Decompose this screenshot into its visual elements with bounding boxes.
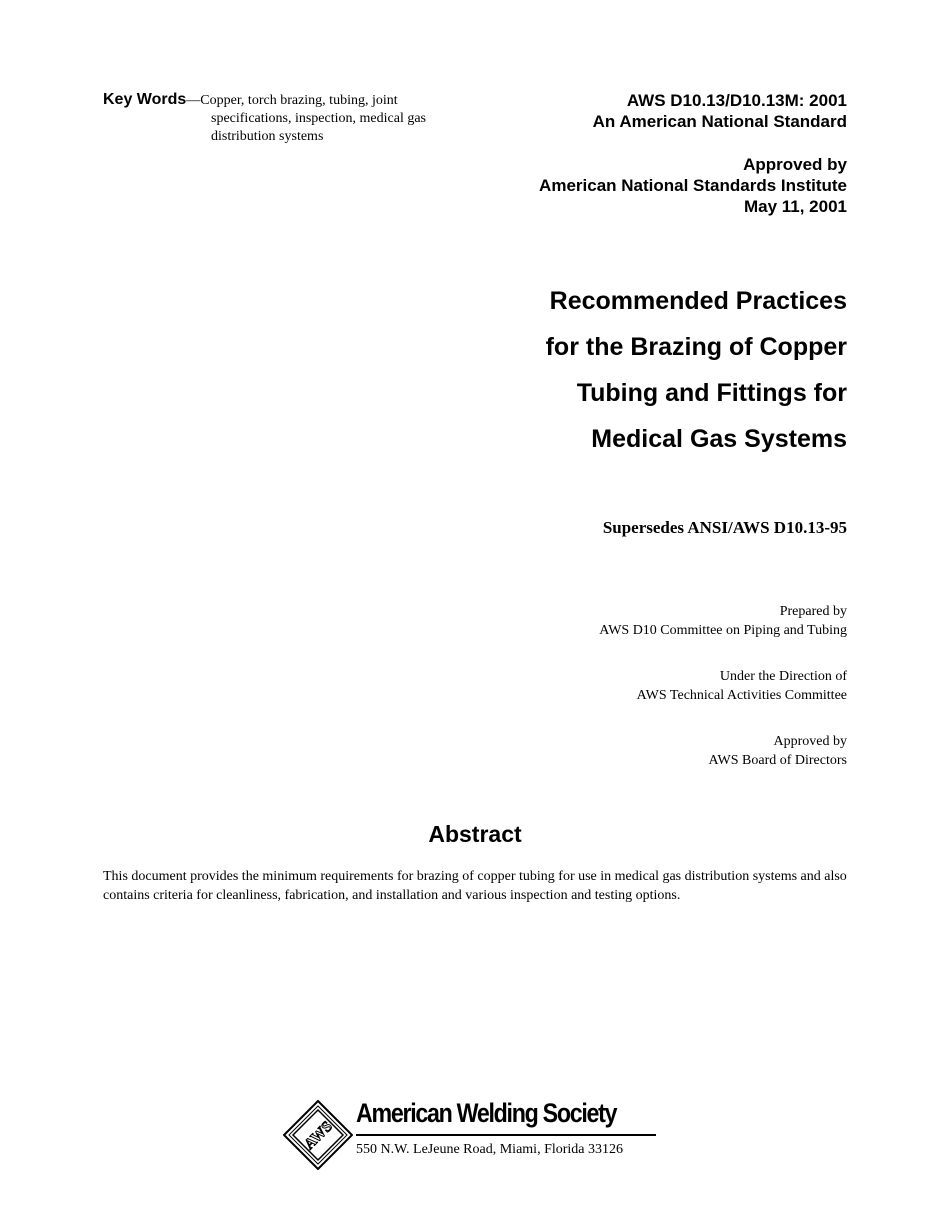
prepared-label: Prepared by	[779, 604, 847, 619]
aws-diamond-logo	[283, 1100, 353, 1170]
standard-number: AWS D10.13/D10.13M: 2001	[626, 91, 847, 110]
society-address: 550 N.W. LeJeune Road, Miami, Florida 33126	[356, 1142, 624, 1157]
title-line-1: Recommended Practices	[549, 287, 847, 315]
board-name: AWS Board of Directors	[708, 753, 847, 768]
standard-designation	[593, 90, 847, 132]
title-line-4: Medical Gas Systems	[591, 425, 847, 453]
keywords-dash: —	[186, 93, 201, 108]
approval-label: Approved by	[743, 155, 847, 174]
approval-date: May 11, 2001	[743, 197, 847, 216]
supersedes-note: Supersedes ANSI/AWS D10.13-95	[602, 518, 847, 537]
title-line-2: for the Brazing of Copper	[545, 333, 847, 361]
keywords-label: Key Words	[103, 91, 187, 108]
ansi-approval	[539, 154, 847, 217]
logo-divider	[356, 1134, 656, 1136]
direction-block	[637, 667, 847, 705]
prepared-by-block	[599, 602, 847, 640]
board-label: Approved by	[773, 734, 847, 749]
standard-status: An American National Standard	[592, 112, 847, 131]
abstract-text: This document provides the minimum requirements for brazing of copper tubing for use in medical gas distribution systems and also contains criteria for cleanliness, fabrication, and installation and various inspection and testing options.	[103, 869, 847, 903]
aws-logo	[283, 1096, 673, 1176]
society-name: American Welding Society	[356, 1098, 617, 1128]
keywords-line-3: distribution systems	[211, 129, 324, 144]
title-line-3: Tubing and Fittings for	[576, 379, 847, 407]
keywords-line-1: Copper, torch brazing, tubing, joint	[200, 93, 398, 108]
keywords-line-2: specifications, inspection, medical gas	[211, 111, 426, 126]
board-approval-block	[709, 732, 847, 770]
aws-logo-letters: AWS	[301, 1118, 336, 1153]
direction-committee: AWS Technical Activities Committee	[636, 688, 847, 703]
approval-body: American National Standards Institute	[539, 176, 847, 195]
direction-label: Under the Direction of	[719, 669, 847, 684]
document-title	[427, 278, 847, 462]
abstract-heading: Abstract	[428, 821, 522, 847]
prepared-committee: AWS D10 Committee on Piping and Tubing	[599, 623, 847, 638]
keywords-block	[103, 91, 463, 146]
